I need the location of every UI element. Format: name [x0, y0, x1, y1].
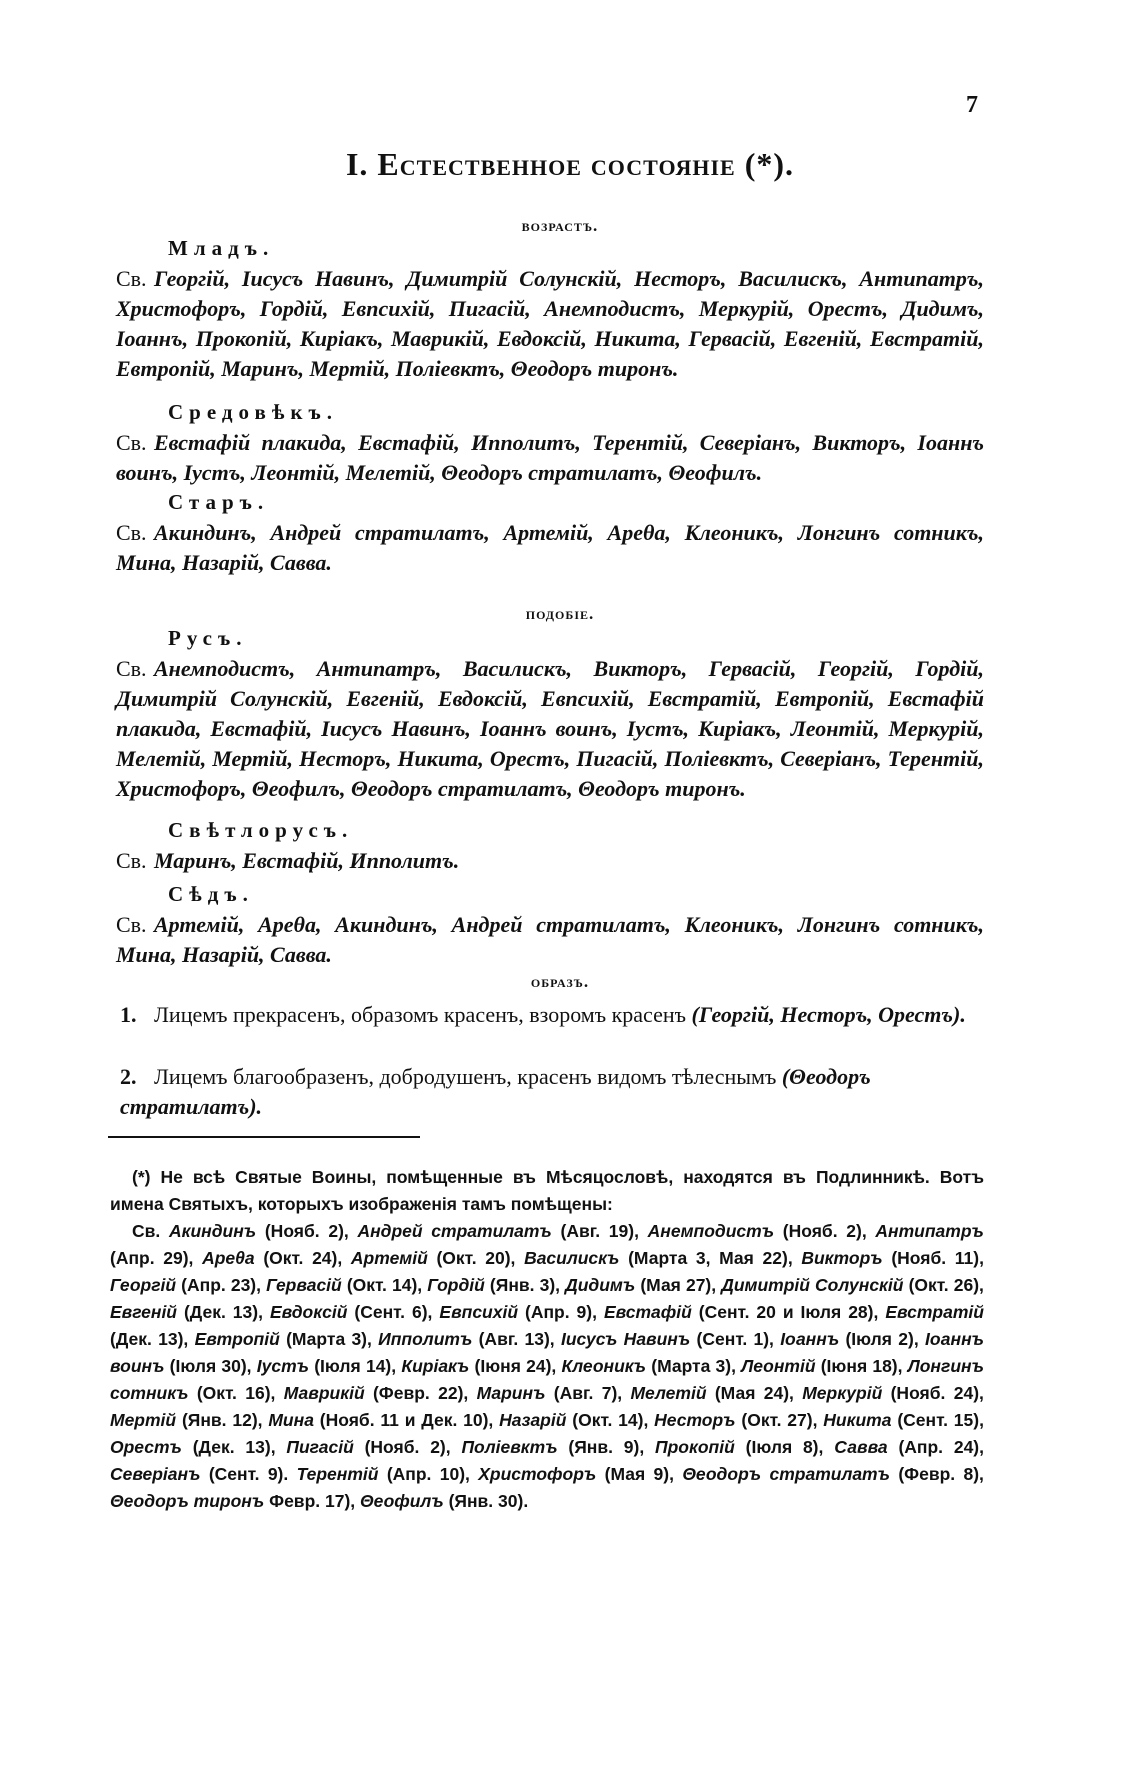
footnote-entry-name: Анемподистъ	[647, 1221, 775, 1241]
entry-text: Георгій, Іисусъ Навинъ, Димитрій Солунскій, Несторъ, Василискъ, Антипатръ, Христофоръ, Гордій, Евпсихій, Пигасій, Анемподистъ, Меркурій, Орестъ, Дидимъ, Іоаннъ, Прокопій, Киріакъ, Маврикій, Евдоксій, Никита, Гервасій, Евгеній, Евстратій, Евтропій, Маринъ, Мертій, Поліевктъ, Θеодоръ тиронъ.	[116, 266, 984, 381]
footnote-entry-date: (Авг. 13),	[478, 1329, 555, 1349]
entry-text: Акиндинъ, Андрей стратилатъ, Артемій, Ареθа, Клеоникъ, Лонгинъ сотникъ, Мина, Назарій, Савва.	[116, 520, 984, 575]
footnote-entry-date: (Авг. 7),	[553, 1383, 623, 1403]
footnote-entry-date: (Янв. 30).	[448, 1491, 529, 1511]
footnote-entry-name: Евгеній	[110, 1302, 178, 1322]
subheading-rus: Русъ.	[168, 626, 248, 650]
footnote-entry-date: Февр. 17),	[269, 1491, 356, 1511]
footnote-entry-name: Киріакъ	[401, 1356, 470, 1376]
footnote-entry-date: (Апр. 29),	[110, 1248, 194, 1268]
footnote-entry-name: Θеодоръ стратилатъ	[682, 1464, 890, 1484]
footnote-entry-date: (Іюля 30),	[169, 1356, 252, 1376]
footnote-entry-date: (Нояб. 2),	[264, 1221, 349, 1241]
footnote-entry-date: (Марта 3),	[286, 1329, 372, 1349]
entry-rus	[116, 654, 984, 804]
footnote-entry-date: (Сент. 20 и Іюля 28),	[698, 1302, 879, 1322]
footnote-entry-name: Дидимъ	[565, 1275, 636, 1295]
entry-prefix: Св.	[116, 430, 147, 455]
footnote-entry-name: Евдоксій	[269, 1302, 348, 1322]
footnote-entry-name: Θеофилъ	[360, 1491, 444, 1511]
footnote-entry-name: Поліевктъ	[461, 1437, 558, 1457]
page-number: 7	[966, 92, 978, 118]
entry-star	[116, 518, 984, 578]
footnote-entry-date: (Окт. 14),	[346, 1275, 423, 1295]
entry-prefix: Св.	[116, 848, 147, 873]
footnote-entry-date: (Іюня 18),	[820, 1356, 903, 1376]
entry-text: Евстафій плакида, Евстафій, Ипполитъ, Терентій, Северіанъ, Викторъ, Іоаннъ воинъ, Іустъ, Леонтій, Мелетій, Θеодоръ стратилатъ, Θеофилъ.	[116, 430, 984, 485]
footnote-entry-name: Іустъ	[256, 1356, 310, 1376]
footnote-entry-name: Маринъ	[476, 1383, 546, 1403]
footnote-entry-name: Акиндинъ	[168, 1221, 257, 1241]
footnote-entry-name: Евтропій	[194, 1329, 280, 1349]
item-number: 2.	[120, 1064, 137, 1089]
footnote-entry-name: Викторъ	[801, 1248, 883, 1268]
footnote-entry-name: Леонтій	[741, 1356, 816, 1376]
list-item	[120, 1062, 984, 1122]
footnote-entry-date: (Нояб. 2),	[782, 1221, 867, 1241]
footnote-entry-name: Клеоникъ	[561, 1356, 647, 1376]
footnote-entry-name: Антипатръ	[875, 1221, 984, 1241]
section-heading-obraz: образъ.	[530, 972, 590, 991]
footnote-entry-date: (Дек. 13),	[192, 1437, 276, 1457]
footnote-entry-name: Маврикій	[283, 1383, 365, 1403]
footnote-entry-name: Пигасій	[286, 1437, 354, 1457]
footnote-entry-date: (Іюня 24),	[474, 1356, 557, 1376]
footnote-entry-name: Ареθа	[202, 1248, 255, 1268]
footnote-entry-date: (Мая 9),	[604, 1464, 674, 1484]
footnote-entry-name: Орестъ	[110, 1437, 182, 1457]
footnote-entry-name: Мелетій	[630, 1383, 707, 1403]
subheading-svetlorus: Свѣтлорусъ.	[168, 818, 354, 842]
footnote-entry-name: Гервасій	[266, 1275, 342, 1295]
item-number: 1.	[120, 1002, 137, 1027]
entry-prefix: Св.	[116, 912, 147, 937]
footnote-entry-name: Ипполитъ	[378, 1329, 473, 1349]
footnote-entry-date: (Нояб. 11),	[891, 1248, 984, 1268]
footnote-intro	[110, 1164, 984, 1218]
footnote-entry-date: (Авг. 19),	[560, 1221, 639, 1241]
footnote-entry-date: (Апр. 23),	[181, 1275, 261, 1295]
footnote-entry-name: Гордій	[427, 1275, 485, 1295]
footnote-entry-name: Христофоръ	[478, 1464, 597, 1484]
section-heading-vozrast: возрастъ.	[521, 216, 599, 235]
footnote-entry-name: Іоаннъ воинъ	[110, 1329, 985, 1376]
footnote-entry-date: (Окт. 14),	[572, 1410, 649, 1430]
footnote-entry-name: Евпсихій	[439, 1302, 519, 1322]
footnote-entry-name: Прокопій	[655, 1437, 735, 1457]
entry-prefix: Св.	[116, 656, 147, 681]
footnote-entry-date: (Окт. 24),	[263, 1248, 343, 1268]
footnote-entry-date: (Янв. 3),	[489, 1275, 561, 1295]
footnote-entry-name: Лонгинъ сотникъ	[110, 1356, 984, 1403]
footnote-entry-name: Андрей стратилатъ	[357, 1221, 552, 1241]
page-title: I. Естественное состояніе (*).	[345, 146, 795, 182]
footnote-intro-text: (*) Не всѣ Святые Воины, помѣщенные въ Мѣсяцословѣ, находятся въ Подлинникѣ. Вотъ имена Святыхъ, которыхъ изображенія тамъ помѣщены:	[110, 1167, 984, 1214]
footnote-entry-name: Евстратій	[885, 1302, 984, 1322]
entry-sredovek	[116, 428, 984, 488]
footnote-entry-date: (Февр. 8),	[898, 1464, 984, 1484]
subheading-star: Старъ.	[168, 490, 270, 514]
subheading-sredovek: Средовѣкъ.	[168, 400, 339, 424]
footnote-entry-name: Мина	[268, 1410, 314, 1430]
footnote-entry-date: (Сент. 6),	[354, 1302, 433, 1322]
footnote-entry-date: (Окт. 27),	[741, 1410, 818, 1430]
footnote-entry-name: Іоаннъ	[780, 1329, 840, 1349]
footnote-entry-date: (Сент. 9).	[208, 1464, 289, 1484]
footnote-rule	[108, 1136, 420, 1138]
footnote-entry-date: (Марта 3, Мая 22),	[628, 1248, 793, 1268]
footnote-entry-name: Василискъ	[524, 1248, 620, 1268]
entry-text: Маринъ, Евстафій, Ипполитъ.	[154, 848, 460, 873]
entry-svetlorus	[116, 846, 984, 876]
footnote-entry-date: (Апр. 10),	[386, 1464, 470, 1484]
entry-sed	[116, 910, 984, 970]
footnote-entry-date: (Февр. 22),	[372, 1383, 469, 1403]
item-note: (Θеодоръ стратилатъ).	[120, 1064, 871, 1119]
footnote-list	[110, 1218, 984, 1515]
footnote-entry-date: (Іюля 8),	[745, 1437, 824, 1457]
footnote-entry-date: (Окт. 20),	[436, 1248, 516, 1268]
footnote-entry-date: (Окт. 16),	[196, 1383, 276, 1403]
entry-prefix: Св.	[116, 266, 147, 291]
footnote-entry-name: Савва	[834, 1437, 888, 1457]
entry-prefix: Св.	[116, 520, 147, 545]
footnote-entry-date: (Нояб. 11 и Дек. 10),	[319, 1410, 494, 1430]
footnote-entry-date: (Марта 3),	[651, 1356, 736, 1376]
list-item	[120, 1000, 984, 1030]
footnote-entry-date: (Дек. 13),	[183, 1302, 263, 1322]
entry-mlad	[116, 264, 984, 384]
footnote-entry-name: Никита	[823, 1410, 892, 1430]
footnote-entry-name: Іисусъ Навинъ	[560, 1329, 691, 1349]
footnote-entry-date: (Нояб. 24),	[890, 1383, 984, 1403]
footnote-entry-name: Евстафій	[603, 1302, 692, 1322]
item-note: (Георгій, Несторъ, Орестъ).	[691, 1002, 966, 1027]
footnote-entry-date: (Апр. 9),	[525, 1302, 597, 1322]
footnote-entry-name: Θеодоръ тиронъ	[110, 1491, 265, 1511]
footnote-entry-date: (Нояб. 2),	[364, 1437, 451, 1457]
subheading-mlad: Младъ.	[168, 236, 275, 260]
footnote-entry-name: Терентій	[296, 1464, 379, 1484]
footnote-entry-name: Назарій	[499, 1410, 567, 1430]
footnote-entry-date: (Дек. 13),	[110, 1329, 189, 1349]
footnote-entry-date: (Сент. 1),	[696, 1329, 774, 1349]
footnote-entry-date: (Мая 27),	[640, 1275, 717, 1295]
footnote-entry-date: (Янв. 12),	[181, 1410, 263, 1430]
subheading-sed: Сѣдъ.	[168, 882, 254, 906]
footnote-entry-name: Артемій	[350, 1248, 428, 1268]
item-text: Лицемъ прекрасенъ, образомъ красенъ, взоромъ красенъ	[154, 1002, 686, 1027]
footnote-entry-name: Мертій	[110, 1410, 177, 1430]
footnote-entry-name: Меркурій	[802, 1383, 883, 1403]
entry-text: Анемподистъ, Антипатръ, Василискъ, Викторъ, Гервасій, Георгій, Гордій, Димитрій Солунскій, Евгеній, Евдоксій, Евпсихій, Евстратій, Евтропій, Евстафій плакида, Евстафій, Іисусъ Навинъ, Іоаннъ воинъ, Іустъ, Киріакъ, Леонтій, Меркурій, Мелетій, Мертій, Несторъ, Никита, Орестъ, Пигасій, Поліевктъ, Северіанъ, Терентій, Христофоръ, Θеофилъ, Θеодоръ стратилатъ, Θеодоръ тиронъ.	[116, 656, 984, 801]
footnote-entry-name: Димитрій Солунскій	[721, 1275, 904, 1295]
entry-text: Артемій, Ареθа, Акиндинъ, Андрей стратилатъ, Клеоникъ, Лонгинъ сотникъ, Мина, Назарій, Савва.	[116, 912, 984, 967]
footnote-prefix: Св.	[132, 1221, 161, 1241]
item-text: Лицемъ благообразенъ, добродушенъ, красенъ видомъ тѣлеснымъ	[154, 1064, 777, 1089]
footnote-entry-date: (Янв. 9),	[568, 1437, 645, 1457]
footnote-entry-name: Несторъ	[654, 1410, 736, 1430]
footnote-entry-name: Северіанъ	[110, 1464, 201, 1484]
footnote-entry-name: Георгій	[110, 1275, 177, 1295]
footnote-entry-date: (Окт. 26),	[908, 1275, 984, 1295]
footnote-entry-date: (Мая 24),	[714, 1383, 794, 1403]
footnote-entry-date: (Сент. 15),	[897, 1410, 984, 1430]
footnote-entry-date: (Іюля 14),	[314, 1356, 397, 1376]
footnote-entry-date: (Іюля 2),	[845, 1329, 919, 1349]
footnote-entry-date: (Апр. 24),	[898, 1437, 984, 1457]
section-heading-podobie: подобіе.	[525, 604, 595, 623]
